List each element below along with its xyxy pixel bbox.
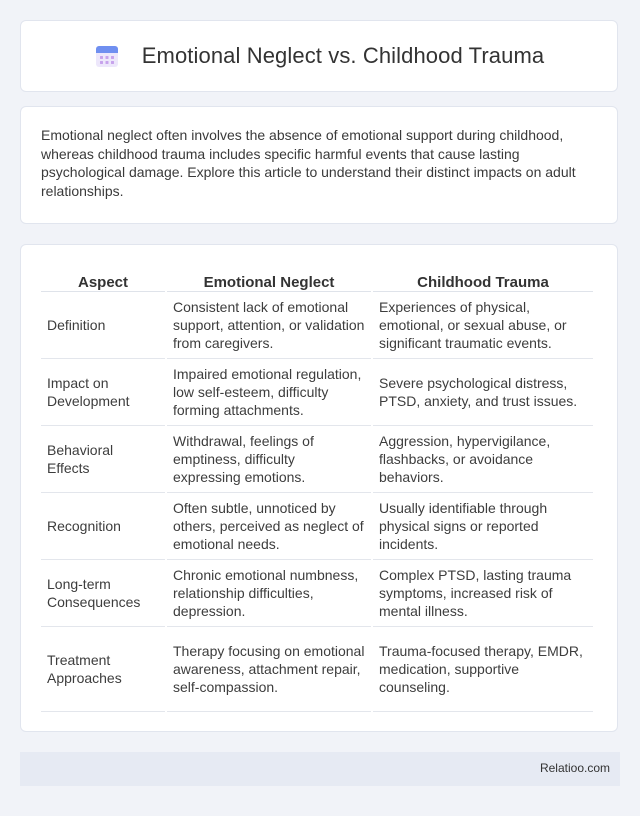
row-trauma: Severe psychological distress, PTSD, anxiety, and trust issues.	[373, 359, 593, 426]
row-trauma: Trauma-focused therapy, EMDR, medication, supportive counseling.	[373, 627, 593, 712]
title-card	[20, 20, 618, 92]
calendar-icon	[94, 43, 120, 69]
intro-text: Emotional neglect often involves the absence of emotional support during childhood, whereas childhood trauma includes specific harmful events that cause lasting psychological damage. Explore this article to understand their distinct impacts on adult relationships.	[41, 127, 576, 199]
row-neglect: Impaired emotional regulation, low self-esteem, difficulty forming attachments.	[167, 359, 371, 426]
table-row	[41, 426, 593, 493]
row-aspect: Impact on Development	[41, 359, 165, 426]
table-header-row	[41, 265, 593, 292]
header-childhood-trauma: Childhood Trauma	[373, 265, 593, 292]
row-trauma: Aggression, hypervigilance, flashbacks, or avoidance behaviors.	[373, 426, 593, 493]
row-neglect: Consistent lack of emotional support, attention, or validation from caregivers.	[167, 292, 371, 359]
row-aspect: Long-term Consequences	[41, 560, 165, 627]
row-aspect: Behavioral Effects	[41, 426, 165, 493]
footer-site-link[interactable]: Relatioo.com	[539, 761, 610, 775]
page-title: Emotional Neglect vs. Childhood Trauma	[141, 43, 545, 68]
table-row	[41, 560, 593, 627]
footer	[20, 752, 620, 786]
header-aspect: Aspect	[41, 265, 165, 292]
header-emotional-neglect: Emotional Neglect	[167, 265, 371, 292]
row-trauma: Usually identifiable through physical signs or reported incidents.	[373, 493, 593, 560]
table-row	[41, 359, 593, 426]
row-neglect: Often subtle, unnoticed by others, perceived as neglect of emotional needs.	[167, 493, 371, 560]
intro-card	[20, 106, 618, 224]
row-neglect: Chronic emotional numbness, relationship difficulties, depression.	[167, 560, 371, 627]
row-aspect: Definition	[41, 292, 165, 359]
row-aspect: Treatment Approaches	[41, 627, 165, 712]
table-row	[41, 292, 593, 359]
comparison-table-card	[20, 244, 618, 732]
row-trauma: Experiences of physical, emotional, or sexual abuse, or significant traumatic events.	[373, 292, 593, 359]
row-neglect: Therapy focusing on emotional awareness, attachment repair, self-compassion.	[167, 627, 371, 712]
table-row	[41, 627, 593, 712]
row-trauma: Complex PTSD, lasting trauma symptoms, increased risk of mental illness.	[373, 560, 593, 627]
comparison-table	[39, 265, 595, 712]
row-aspect: Recognition	[41, 493, 165, 560]
table-row	[41, 493, 593, 560]
row-neglect: Withdrawal, feelings of emptiness, difficulty expressing emotions.	[167, 426, 371, 493]
